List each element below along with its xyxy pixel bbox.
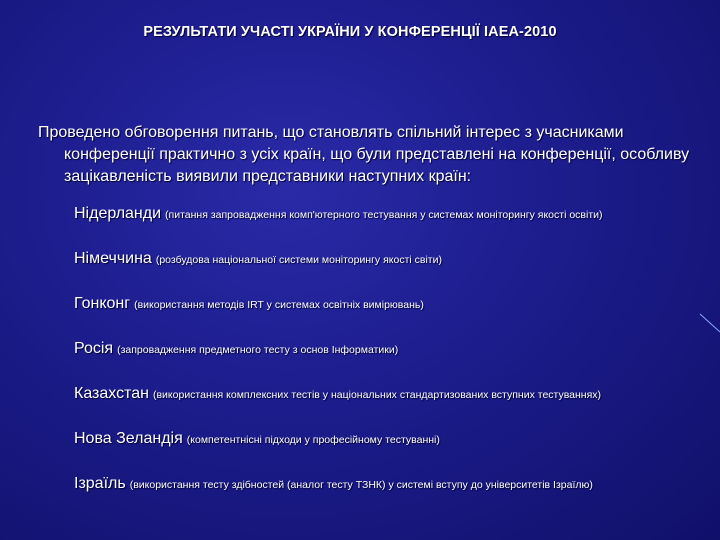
- list-item: [74, 340, 714, 385]
- country-list: [74, 205, 714, 520]
- list-item: [74, 385, 714, 430]
- country-name: Ізраїль: [74, 475, 126, 492]
- country-name: Нідерланди: [74, 205, 162, 222]
- country-note: (запровадження предметного тесту з основ Інформатики): [117, 344, 399, 356]
- country-note: (використання комплексних тестів у національних стандартизованих вступних тестуваннях): [152, 389, 602, 401]
- country-note: (компетентнісні підходи у професійному тестуванні): [186, 434, 440, 446]
- country-name: Казахстан: [74, 385, 149, 402]
- country-note: (використання тесту здібностей (аналог тесту ТЗНК) у системі вступу до університетів Ізраїлю): [129, 479, 593, 491]
- country-name: Нова Зеландія: [74, 430, 183, 447]
- country-note: (розбудова національної системи моніторингу якості світи): [155, 254, 442, 266]
- list-item: [74, 295, 714, 340]
- country-name: Гонконг: [74, 295, 131, 312]
- slide-title: РЕЗУЛЬТАТИ УЧАСТІ УКРАЇНИ У КОНФЕРЕНЦІЇ IAEA-2010: [143, 24, 557, 40]
- list-item: [74, 430, 714, 475]
- list-item: [74, 250, 714, 295]
- intro-paragraph: [38, 122, 708, 188]
- country-note: (питання запровадження комп'ютерного тестування у системах моніторингу якості освіти): [165, 209, 603, 221]
- list-item: [74, 205, 714, 250]
- decorative-line: [698, 312, 720, 334]
- country-name: Росія: [74, 340, 114, 357]
- list-item: [74, 475, 714, 520]
- country-note: (використання методів IRT у системах освітніх вимірювань): [134, 299, 424, 311]
- intro-text: Проведено обговорення питань, що становлять спільний інтерес з учасниками конференції практично з усіх країн, що були представлені на конференції, особливу зацікавленість виявили представники наступних країн:: [38, 124, 690, 185]
- country-name: Німеччина: [74, 250, 152, 267]
